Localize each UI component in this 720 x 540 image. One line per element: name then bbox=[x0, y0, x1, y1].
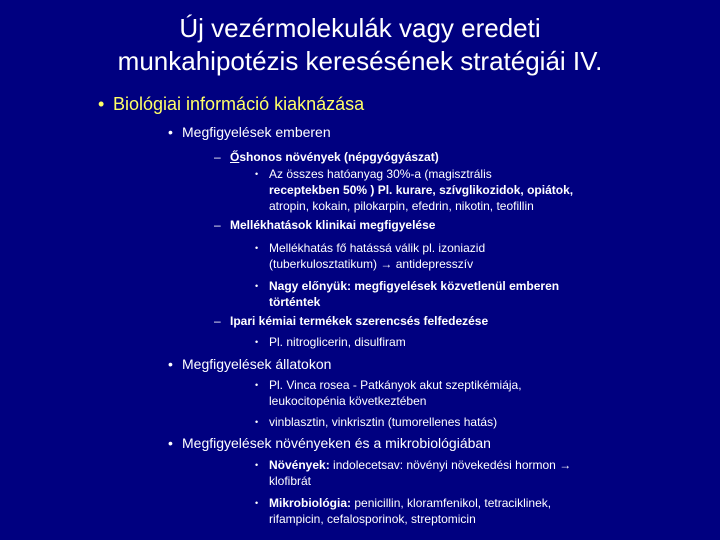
bullet: • bbox=[168, 356, 173, 372]
animals-item-1 bbox=[255, 377, 522, 409]
main-point-bullet: • bbox=[98, 94, 105, 114]
native-plants-label-rest: shonos növények (népgyógyászat) bbox=[239, 150, 439, 164]
animals-item-2-text: vinblasztin, vinkrisztin (tumorellenes hatás) bbox=[269, 415, 498, 429]
side-effects-label-text: Mellékhatások klinikai megfigyelése bbox=[230, 218, 436, 232]
arrow-right-icon: → bbox=[559, 458, 572, 472]
side-effects-item-1-line-1: Mellékhatás fő hatássá válik pl. izoniazid bbox=[269, 241, 486, 255]
native-plants-item bbox=[255, 166, 574, 214]
microbiology-item bbox=[255, 495, 552, 527]
native-plants-item-line-3: atropin, kokain, pilokarpin, efedrin, nikotin, teofillin bbox=[269, 199, 534, 213]
industrial-label bbox=[214, 314, 489, 328]
side-effects-item-1 bbox=[255, 240, 486, 272]
bullet: • bbox=[255, 169, 259, 179]
side-effects-item-2 bbox=[255, 278, 560, 310]
microbiology-item-line-2: rifampicin, cefalosporinok, streptomicin bbox=[269, 512, 476, 526]
section-animals-heading bbox=[168, 356, 332, 372]
main-point-text: Biológiai információ kiaknázása bbox=[113, 94, 365, 114]
microbiology-item-line-1 bbox=[269, 495, 551, 511]
native-plants-item-line-2: receptekben 50% ) Pl. kurare, szívglikozidok, opiátok, bbox=[269, 183, 574, 197]
side-effects-label bbox=[214, 218, 436, 232]
section-humans-heading-text: Megfigyelések emberen bbox=[182, 124, 331, 140]
section-plants-microbiology-heading bbox=[168, 435, 491, 451]
animals-item-2 bbox=[255, 414, 498, 430]
native-plants-item-line-1: Az összes hatóanyag 30%-a (magisztrális bbox=[269, 167, 492, 181]
dash-bullet: – bbox=[214, 150, 221, 164]
bullet: • bbox=[255, 243, 259, 253]
bullet: • bbox=[255, 337, 259, 347]
plants-item-text: indolecetsav: növényi növekedési hormon bbox=[333, 458, 556, 472]
microbiology-item-label: Mikrobiológia: bbox=[269, 496, 351, 510]
side-effects-item-2-line-1: Nagy előnyük: megfigyelések közvetlenül emberen bbox=[269, 279, 560, 293]
animals-item-1-line-1: Pl. Vinca rosea - Patkányok akut szeptikémiája, bbox=[269, 378, 522, 392]
section-animals-heading-text: Megfigyelések állatokon bbox=[182, 356, 332, 372]
dash-bullet: – bbox=[214, 314, 221, 328]
native-plants-label-initial: Ő bbox=[230, 150, 240, 164]
side-effects-item-1-text: (tuberkulosztatikum) bbox=[269, 257, 378, 271]
industrial-label-text: Ipari kémiai termékek szerencsés felfedezése bbox=[230, 314, 489, 328]
side-effects-item-1-result: antidepresszív bbox=[395, 257, 474, 271]
side-effects-item-2-line-2: történtek bbox=[269, 295, 321, 309]
native-plants-label bbox=[214, 150, 439, 164]
plants-item-line-2: klofibrát bbox=[269, 474, 312, 488]
slide-title bbox=[0, 12, 720, 78]
plants-item-label: Növények: bbox=[269, 458, 330, 472]
bullet: • bbox=[255, 498, 259, 508]
slide-title-line-1: Új vezérmolekulák vagy eredeti bbox=[179, 13, 541, 43]
slide-title-line-2: munkahipotézis keresésének stratégiái IV. bbox=[117, 46, 603, 76]
industrial-item-text: Pl. nitroglicerin, disulfiram bbox=[269, 335, 406, 349]
side-effects-item-1-line-2 bbox=[269, 256, 485, 272]
bullet: • bbox=[255, 417, 259, 427]
plants-item-line-1 bbox=[269, 457, 571, 473]
bullet: • bbox=[255, 460, 259, 470]
main-point bbox=[98, 94, 365, 115]
bullet: • bbox=[255, 281, 259, 291]
bullet: • bbox=[168, 124, 173, 140]
section-plants-microbiology-heading-text: Megfigyelések növényeken és a mikrobiológiában bbox=[182, 435, 491, 451]
bullet: • bbox=[168, 435, 173, 451]
plants-item bbox=[255, 457, 572, 489]
bullet: • bbox=[255, 380, 259, 390]
industrial-item bbox=[255, 334, 406, 350]
microbiology-item-text: penicillin, kloramfenikol, tetraciklinek, bbox=[354, 496, 552, 510]
arrow-right-icon: → bbox=[380, 257, 393, 271]
section-humans-heading bbox=[168, 124, 331, 140]
animals-item-1-line-2: leukocitopénia következtében bbox=[269, 394, 427, 408]
dash-bullet: – bbox=[214, 218, 221, 232]
